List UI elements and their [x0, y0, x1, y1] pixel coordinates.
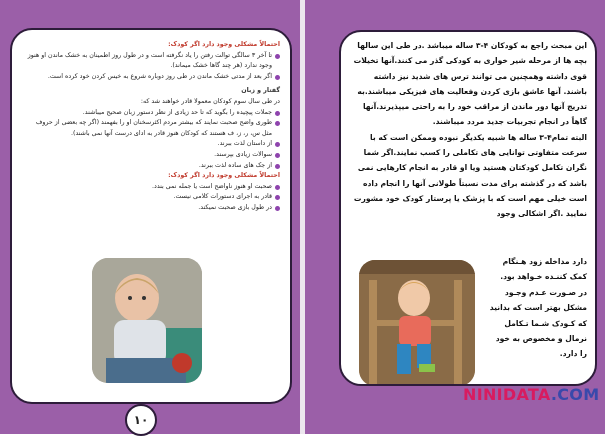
logo-name: NINIDATA: [463, 385, 551, 404]
beside-photo-text: [481, 254, 587, 362]
text-line: نرمال و مخصوص به خود: [495, 334, 587, 344]
text-line: کمک کننـده خـواهد بود.: [500, 272, 587, 282]
list-item: در طول بازی صحبت نمیکند.: [26, 203, 280, 214]
text-line: در صـورت عـدم وجـود: [504, 287, 587, 297]
heading-problem-2: احتمالاً مشکلی وجود دارد اگر کودک:: [168, 172, 280, 180]
ninidata-logo: [463, 385, 599, 404]
right-page: [305, 0, 605, 434]
list-item: سوالات زیادی بپرسند.: [26, 150, 280, 161]
paragraph: البته تمام۴-۳ ساله ها شبیه یکدیگر نبوده وممکن است که با سرعت متفاوتی توانایی های تکاملی را کسب نمایند.اگر شما نگران تکامل کودکتان هستید ویا او قادر به انجام کارهایی نمی باشد که در گذشته برای مدت نسبتاً طولانی آنها را انجام داده است خیلی مهم است که با پزشک یا پرستار کودک خود مشورت نمایید .اگر اشکالی وجود: [353, 132, 587, 219]
list-item: اگر بعد از مدتی خشک ماندن در طی روز دوباره شروع به خیس کردن خود کرده است.: [26, 72, 280, 83]
right-text-block: [349, 38, 587, 222]
list-item: جملات پیچیده را بگوید که تا حد زیادی از نظر دستور زبان صحیح میباشند.: [26, 108, 280, 119]
left-text-block: [26, 40, 280, 214]
logo-domain: .COM: [550, 385, 600, 404]
list-item: از داستان لذت ببرند.: [26, 139, 280, 150]
list-item: از جک های ساده لذت ببرند.: [26, 161, 280, 172]
child-climbing-photo: [359, 260, 475, 386]
text-line: را دارد.: [559, 349, 587, 359]
text-line: مشکل بهتر است که بدانید: [489, 303, 587, 313]
child-playing-photo: [92, 258, 202, 383]
left-page: [0, 0, 300, 434]
text-line: دارد مداخله زود هـنگام: [502, 257, 587, 266]
list-item: قادر به اجرای دستورات کلامی نیست.: [26, 192, 280, 203]
paragraph: این مبحث راجع به کودکان ۴-۳ ساله میباشد .در طی این سالها بچه ها از مرحله شیر خواری به کودکی گذر می کنند.آنها تخیلات قوی داشته وهمچنین می توانند ترس های شدید نیز داشته باشند. آنها عاشق بازی کردن وفعالیت های فیزیکی میباشند.به تدریج آنها دور ماندن از مراقب خود را به راحتی میپذیرند.آنها گاهاً در انجام تجربیات جدید مردد میباشند.: [353, 41, 587, 127]
subheading-speech: گفتار و زبان: [241, 87, 280, 95]
page-number: ۱۰: [125, 404, 157, 436]
text-line: که کـودک شـما تـکامل: [504, 318, 587, 328]
list-item: صحبت او هنوز ناواضح است یا جمله نمی بندد.: [26, 182, 280, 193]
list-item: طوری واضح صحبت نمایند که بیشتر مردم اکثرسخنان او را بفهمند (اگر چه بعضی از حروف مثل س، ر، ز، ف هستند که کودکان هنوز قادر به ادای درست آنها نمی باشند).: [26, 118, 280, 139]
intro-text: در طی سال سوم کودکان معمولا قادر خواهند شد که:: [140, 97, 280, 105]
list-item: تا آخر ۳ سالگی توالت رفتن را یاد نگرفته است و در طول روز اطمینان به خشک ماندن او هنوز وجود ندارد (هر چند گاها خشک میماند).: [26, 51, 280, 72]
left-content-panel: [10, 28, 292, 404]
right-content-panel: [339, 30, 597, 386]
heading-problem-1: احتمالاً مشکلی وجود دارد اگر کودک:: [168, 41, 280, 48]
